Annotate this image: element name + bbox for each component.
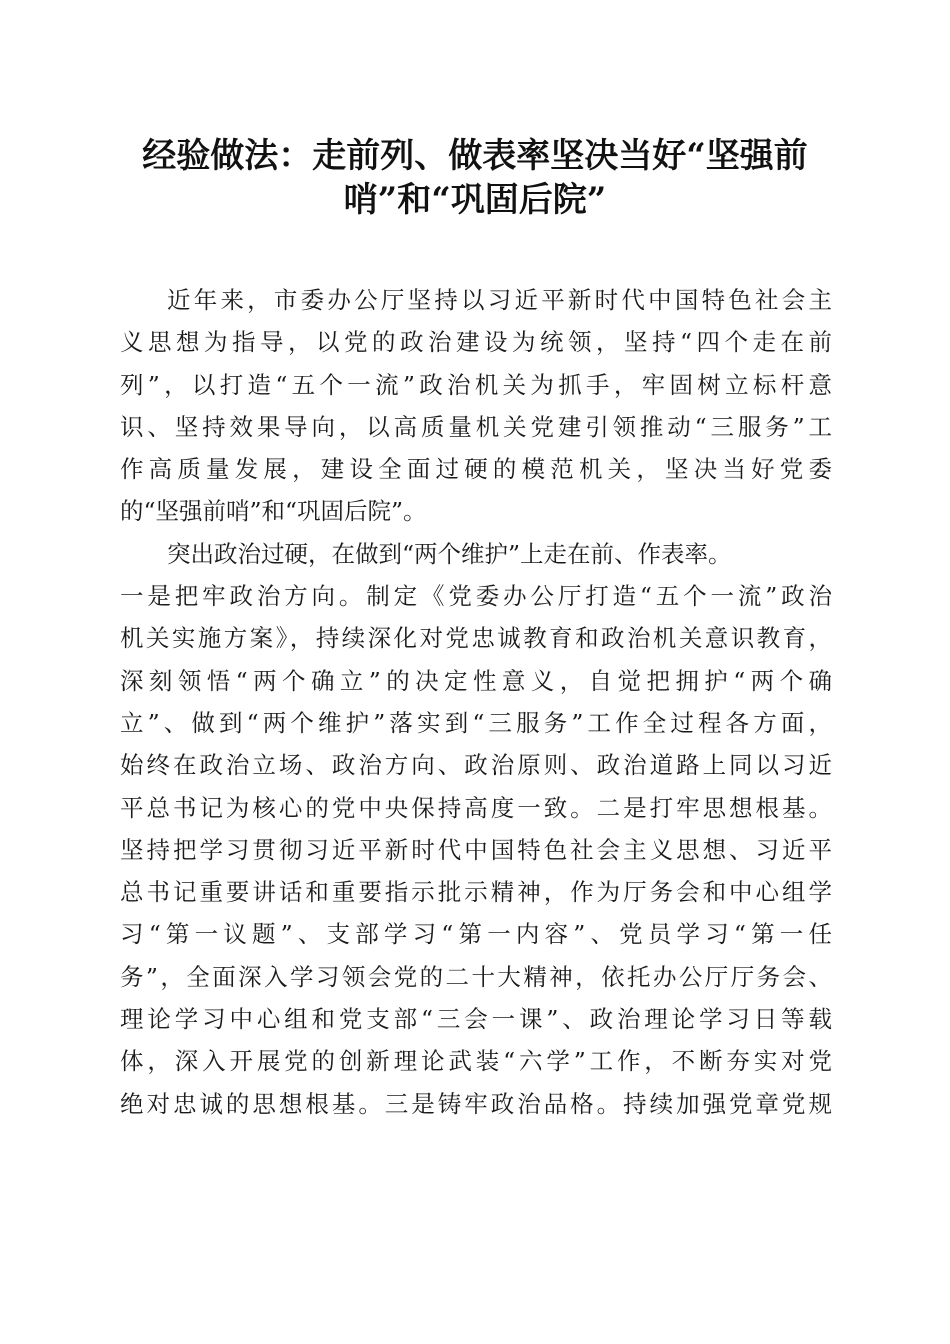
text-line: 理论学习中心组和党支部“三会一课”、政治理论学习日等载 (120, 1005, 832, 1034)
text-line: 突出政治过硬，在做到“两个维护”上走在前、作表率。 (167, 539, 732, 568)
text-line: 绝对忠诚的思想根基。三是铸牢政治品格。持续加强党章党规 (120, 1089, 832, 1118)
text-line: 习“第一议题”、支部学习“第一内容”、党员学习“第一任 (120, 920, 832, 949)
text-line: 务”，全面深入学习领会党的二十大精神，依托办公厅厅务会、 (120, 962, 832, 991)
text-line: 始终在政治立场、政治方向、政治原则、政治道路上同以习近 (120, 751, 832, 780)
text-line: 义思想为指导，以党的政治建设为统领，坚持“四个走在前 (120, 328, 832, 357)
text-line: 识、坚持效果导向，以高质量机关党建引领推动“三服务”工 (120, 412, 832, 441)
text-line: 作高质量发展，建设全面过硬的模范机关，坚决当好党委 (120, 455, 832, 484)
text-line: 总书记重要讲话和重要指示批示精神，作为厅务会和中心组学 (120, 878, 832, 907)
text-line: 近年来，市委办公厅坚持以习近平新时代中国特色社会主 (167, 286, 832, 314)
text-line: 体，深入开展党的创新理论武装“六学”工作，不断夯实对党 (120, 1047, 832, 1076)
text-line: 一是把牢政治方向。制定《党委办公厅打造“五个一流”政治 (120, 582, 832, 611)
text-line: 立”、做到“两个维护”落实到“三服务”工作全过程各方面， (120, 708, 832, 737)
title-line: 哨”和“巩固后院” (343, 180, 607, 220)
document-body (120, 279, 832, 1125)
text-line: 机关实施方案》，持续深化对党忠诚教育和政治机关意识教育， (120, 624, 832, 653)
paragraph-political (120, 533, 832, 1125)
document-title (110, 134, 840, 222)
text-line: 的“坚强前哨”和“巩固后院”。 (120, 497, 427, 526)
text-line: 平总书记为核心的党中央保持高度一致。二是打牢思想根基。 (120, 793, 832, 822)
text-line: 坚持把学习贯彻习近平新时代中国特色社会主义思想、习近平 (120, 835, 832, 864)
text-line: 深刻领悟“两个确立”的决定性意义，自觉把拥护“两个确 (120, 666, 832, 695)
paragraph-intro (120, 279, 832, 533)
title-line: 经验做法：走前列、做表率坚决当好“坚强前 (142, 136, 808, 176)
text-line: 列”，以打造“五个一流”政治机关为抓手，牢固树立标杆意 (120, 370, 832, 399)
